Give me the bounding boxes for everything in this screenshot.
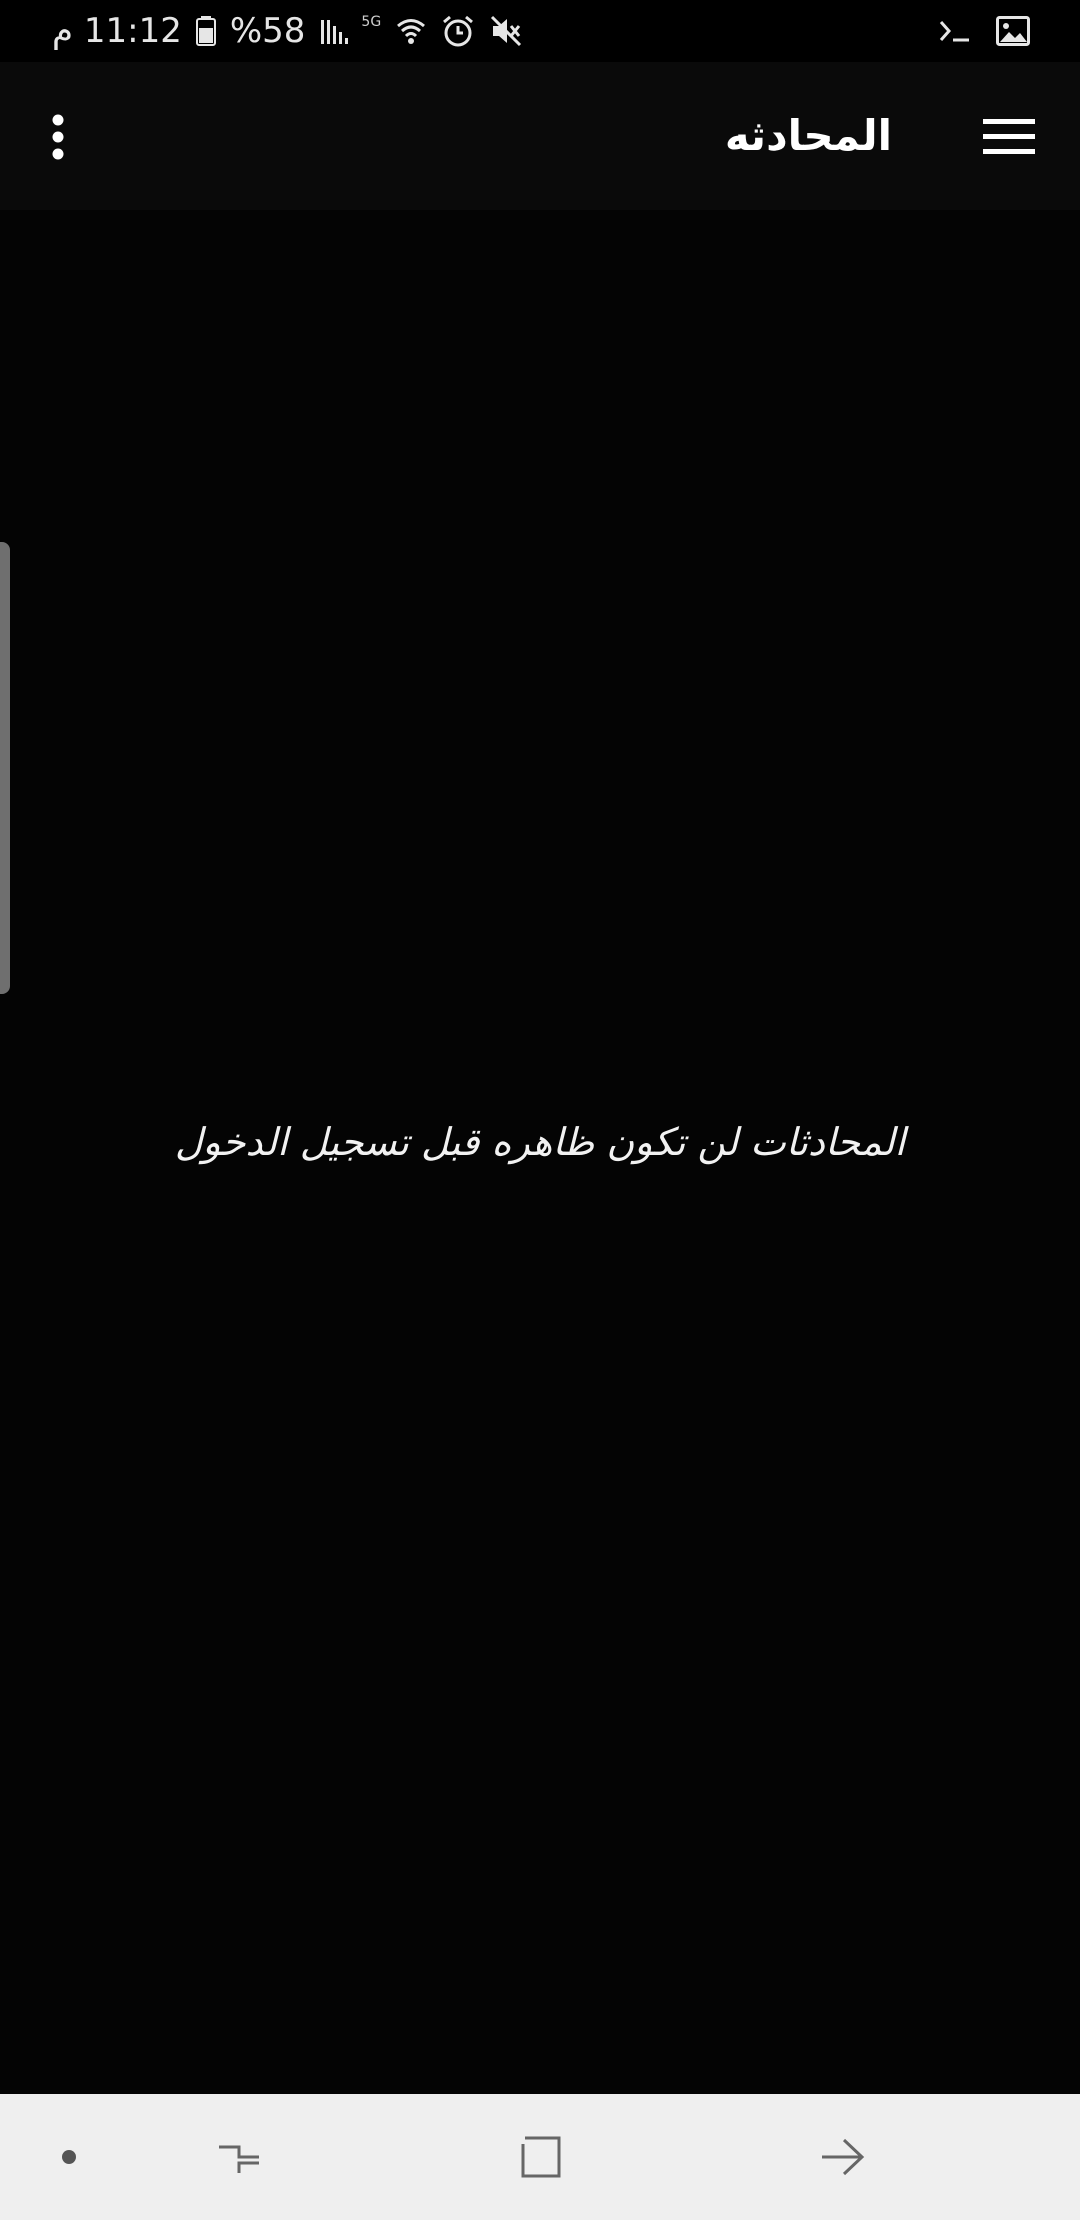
app-bar <box>0 62 1080 210</box>
hamburger-menu-button[interactable] <box>974 102 1044 172</box>
status-right <box>938 8 1030 54</box>
status-left <box>52 8 523 54</box>
terminal-icon <box>938 18 972 44</box>
battery-icon <box>196 16 216 46</box>
signal-icon <box>319 16 353 46</box>
mute-icon <box>489 14 523 48</box>
home-button[interactable] <box>505 2122 575 2192</box>
page-title: المحادثه <box>724 111 892 160</box>
navigation-bar <box>0 2094 1080 2220</box>
battery-percent: %58 <box>229 11 306 51</box>
status-bar <box>0 0 1080 62</box>
more-vert-icon <box>50 113 66 161</box>
empty-state-message: المحادثات لن تكون ظاهره قبل تسجيل الدخول <box>174 1120 906 1164</box>
home-icon <box>515 2132 565 2182</box>
back-icon <box>818 2132 868 2182</box>
recent-apps-icon <box>215 2133 263 2181</box>
hamburger-menu-icon <box>983 117 1035 157</box>
alarm-icon <box>441 14 475 48</box>
chat-content-area <box>0 210 1080 2094</box>
gallery-icon <box>996 16 1030 46</box>
overflow-menu-button[interactable] <box>28 102 88 172</box>
wifi-icon <box>395 15 427 47</box>
recent-apps-button[interactable] <box>204 2122 274 2192</box>
network-type-label: 5G <box>361 14 382 30</box>
back-button[interactable] <box>808 2122 878 2192</box>
edge-panel-handle[interactable] <box>0 542 10 994</box>
status-time: 11:12 م <box>52 11 182 51</box>
dot-icon <box>60 2148 78 2166</box>
nav-dot-button[interactable] <box>34 2122 104 2192</box>
